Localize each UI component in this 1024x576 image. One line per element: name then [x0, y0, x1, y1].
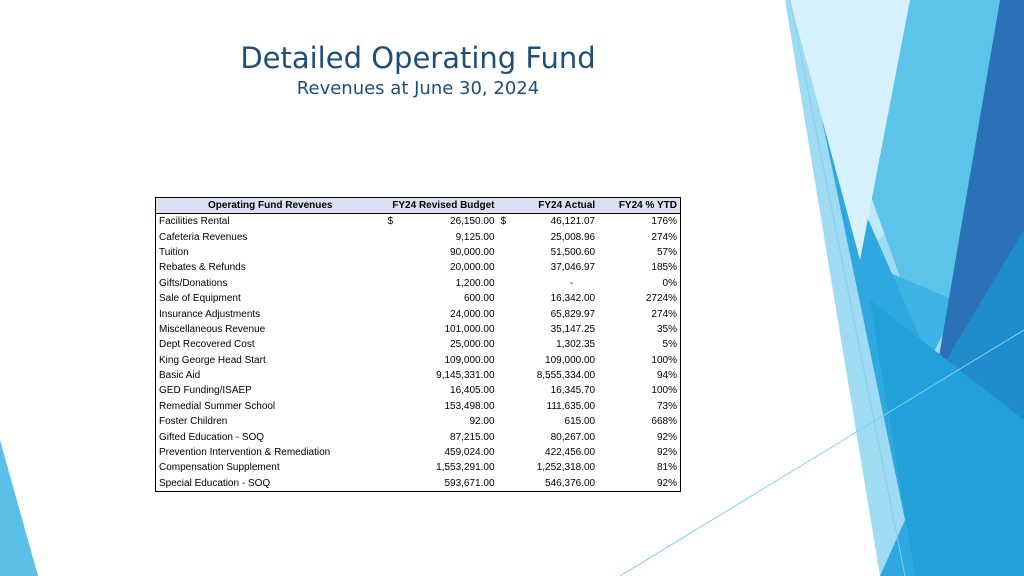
row-actual: 65,829.97	[550, 308, 596, 320]
row-actual: 35,147.25	[550, 323, 596, 335]
row-label: Sale of Equipment	[159, 293, 241, 305]
row-percent: 5%	[662, 339, 677, 351]
row-percent: 100%	[651, 385, 677, 397]
row-actual: -	[569, 277, 574, 289]
page-title: Detailed Operating Fund	[240, 41, 596, 75]
row-budget: 87,215.00	[450, 431, 495, 443]
row-percent: 35%	[656, 323, 677, 335]
table-row	[156, 368, 681, 383]
table-row	[156, 306, 681, 321]
row-budget: 20,000.00	[450, 262, 495, 274]
header-revenues: Operating Fund Revenues	[156, 198, 385, 214]
row-percent: 92%	[656, 447, 677, 459]
row-label: Compensation Supplement	[159, 462, 280, 474]
row-actual: 1,252,318.00	[536, 462, 596, 474]
row-label: Cafeteria Revenues	[159, 231, 248, 243]
table-row	[156, 337, 681, 352]
row-budget: 9,145,331.00	[436, 370, 495, 382]
row-percent: 57%	[656, 246, 677, 258]
currency-symbol: $	[387, 216, 394, 228]
table-row	[156, 260, 681, 275]
table-row	[156, 245, 681, 260]
row-actual: 8,555,334.00	[536, 370, 596, 382]
row-actual: 80,267.00	[550, 431, 596, 443]
row-percent: 668%	[651, 416, 677, 428]
row-actual: 16,342.00	[550, 293, 596, 305]
row-percent: 185%	[651, 262, 677, 274]
row-budget: 25,000.00	[450, 339, 495, 351]
row-actual: 422,456.00	[545, 447, 596, 459]
row-actual: 615.00	[564, 416, 596, 428]
row-label: Facilities Rental	[159, 216, 230, 228]
row-label: Rebates & Refunds	[159, 262, 246, 274]
row-budget: 600.00	[463, 293, 495, 305]
row-label: King George Head Start	[159, 354, 266, 366]
table-row	[156, 460, 681, 475]
row-label: Special Education - SOQ	[159, 477, 271, 489]
row-actual: 25,008.96	[550, 231, 596, 243]
row-budget: 9,125.00	[455, 231, 495, 243]
header-pct: FY24 % YTD	[598, 198, 680, 214]
row-percent: 81%	[656, 462, 677, 474]
row-budget: 153,498.00	[444, 400, 495, 412]
table-row	[156, 429, 681, 444]
row-percent: 2724%	[645, 293, 677, 305]
row-label: Basic Aid	[159, 370, 201, 382]
revenue-table	[155, 197, 681, 492]
table-row	[156, 322, 681, 337]
row-label: Gifts/Donations	[159, 277, 228, 289]
table-row	[156, 445, 681, 460]
row-label: GED Funding/ISAEP	[159, 385, 252, 397]
row-percent: 0%	[662, 277, 677, 289]
row-actual: 1,302.35	[556, 339, 596, 351]
row-budget: 24,000.00	[450, 308, 495, 320]
row-percent: 274%	[651, 231, 677, 243]
page-subtitle: Revenues at June 30, 2024	[296, 78, 540, 99]
row-budget: 459,024.00	[444, 447, 495, 459]
row-budget: 101,000.00	[444, 323, 495, 335]
row-budget	[385, 214, 498, 230]
row-budget: 90,000.00	[450, 246, 495, 258]
row-label: Insurance Adjustments	[159, 308, 261, 320]
row-label: Gifted Education - SOQ	[159, 431, 265, 443]
row-label: Remedial Summer School	[159, 400, 276, 412]
row-actual: 111,635.00	[546, 400, 596, 412]
row-actual: 546,376.00	[545, 477, 596, 489]
table-row	[156, 276, 681, 291]
table-row	[156, 476, 681, 492]
table-row	[156, 353, 681, 368]
currency-symbol: $	[500, 216, 507, 228]
row-budget: 109,000.00	[444, 354, 495, 366]
row-label: Foster Children	[159, 416, 228, 428]
table-row	[156, 229, 681, 244]
row-budget: 16,405.00	[450, 385, 495, 397]
row-percent: 176%	[651, 216, 677, 228]
header-actual: FY24 Actual	[498, 198, 599, 214]
row-budget: 1,553,291.00	[436, 462, 495, 474]
row-percent: 92%	[656, 477, 677, 489]
row-budget: 593,671.00	[444, 477, 495, 489]
table-row	[156, 383, 681, 398]
row-percent: 92%	[656, 431, 677, 443]
budget-value: 26,150.00	[450, 216, 495, 228]
row-actual: 16,345.70	[550, 385, 596, 397]
row-budget: 1,200.00	[455, 277, 495, 289]
row-label: Tuition	[159, 246, 189, 258]
row-actual: 51,500.60	[550, 246, 596, 258]
row-percent: 274%	[651, 308, 677, 320]
row-budget: 92.00	[469, 416, 495, 428]
header-budget: FY24 Revised Budget	[385, 198, 498, 214]
row-actual: 109,000.00	[545, 354, 596, 366]
table-row	[156, 214, 681, 230]
row-percent: 100%	[651, 354, 677, 366]
row-label: Miscellaneous Revenue	[159, 323, 266, 335]
row-label: Prevention Intervention & Remediation	[159, 447, 331, 459]
row-actual: 37,046.97	[550, 262, 596, 274]
actual-value: 46,121.07	[550, 216, 596, 228]
row-actual	[498, 214, 599, 230]
row-percent: 73%	[656, 400, 677, 412]
table-header-row	[156, 198, 681, 214]
row-percent: 94%	[656, 370, 677, 382]
table-row	[156, 399, 681, 414]
table-body	[156, 214, 681, 492]
table-row	[156, 291, 681, 306]
table-row	[156, 414, 681, 429]
row-label: Dept Recovered Cost	[159, 339, 255, 351]
